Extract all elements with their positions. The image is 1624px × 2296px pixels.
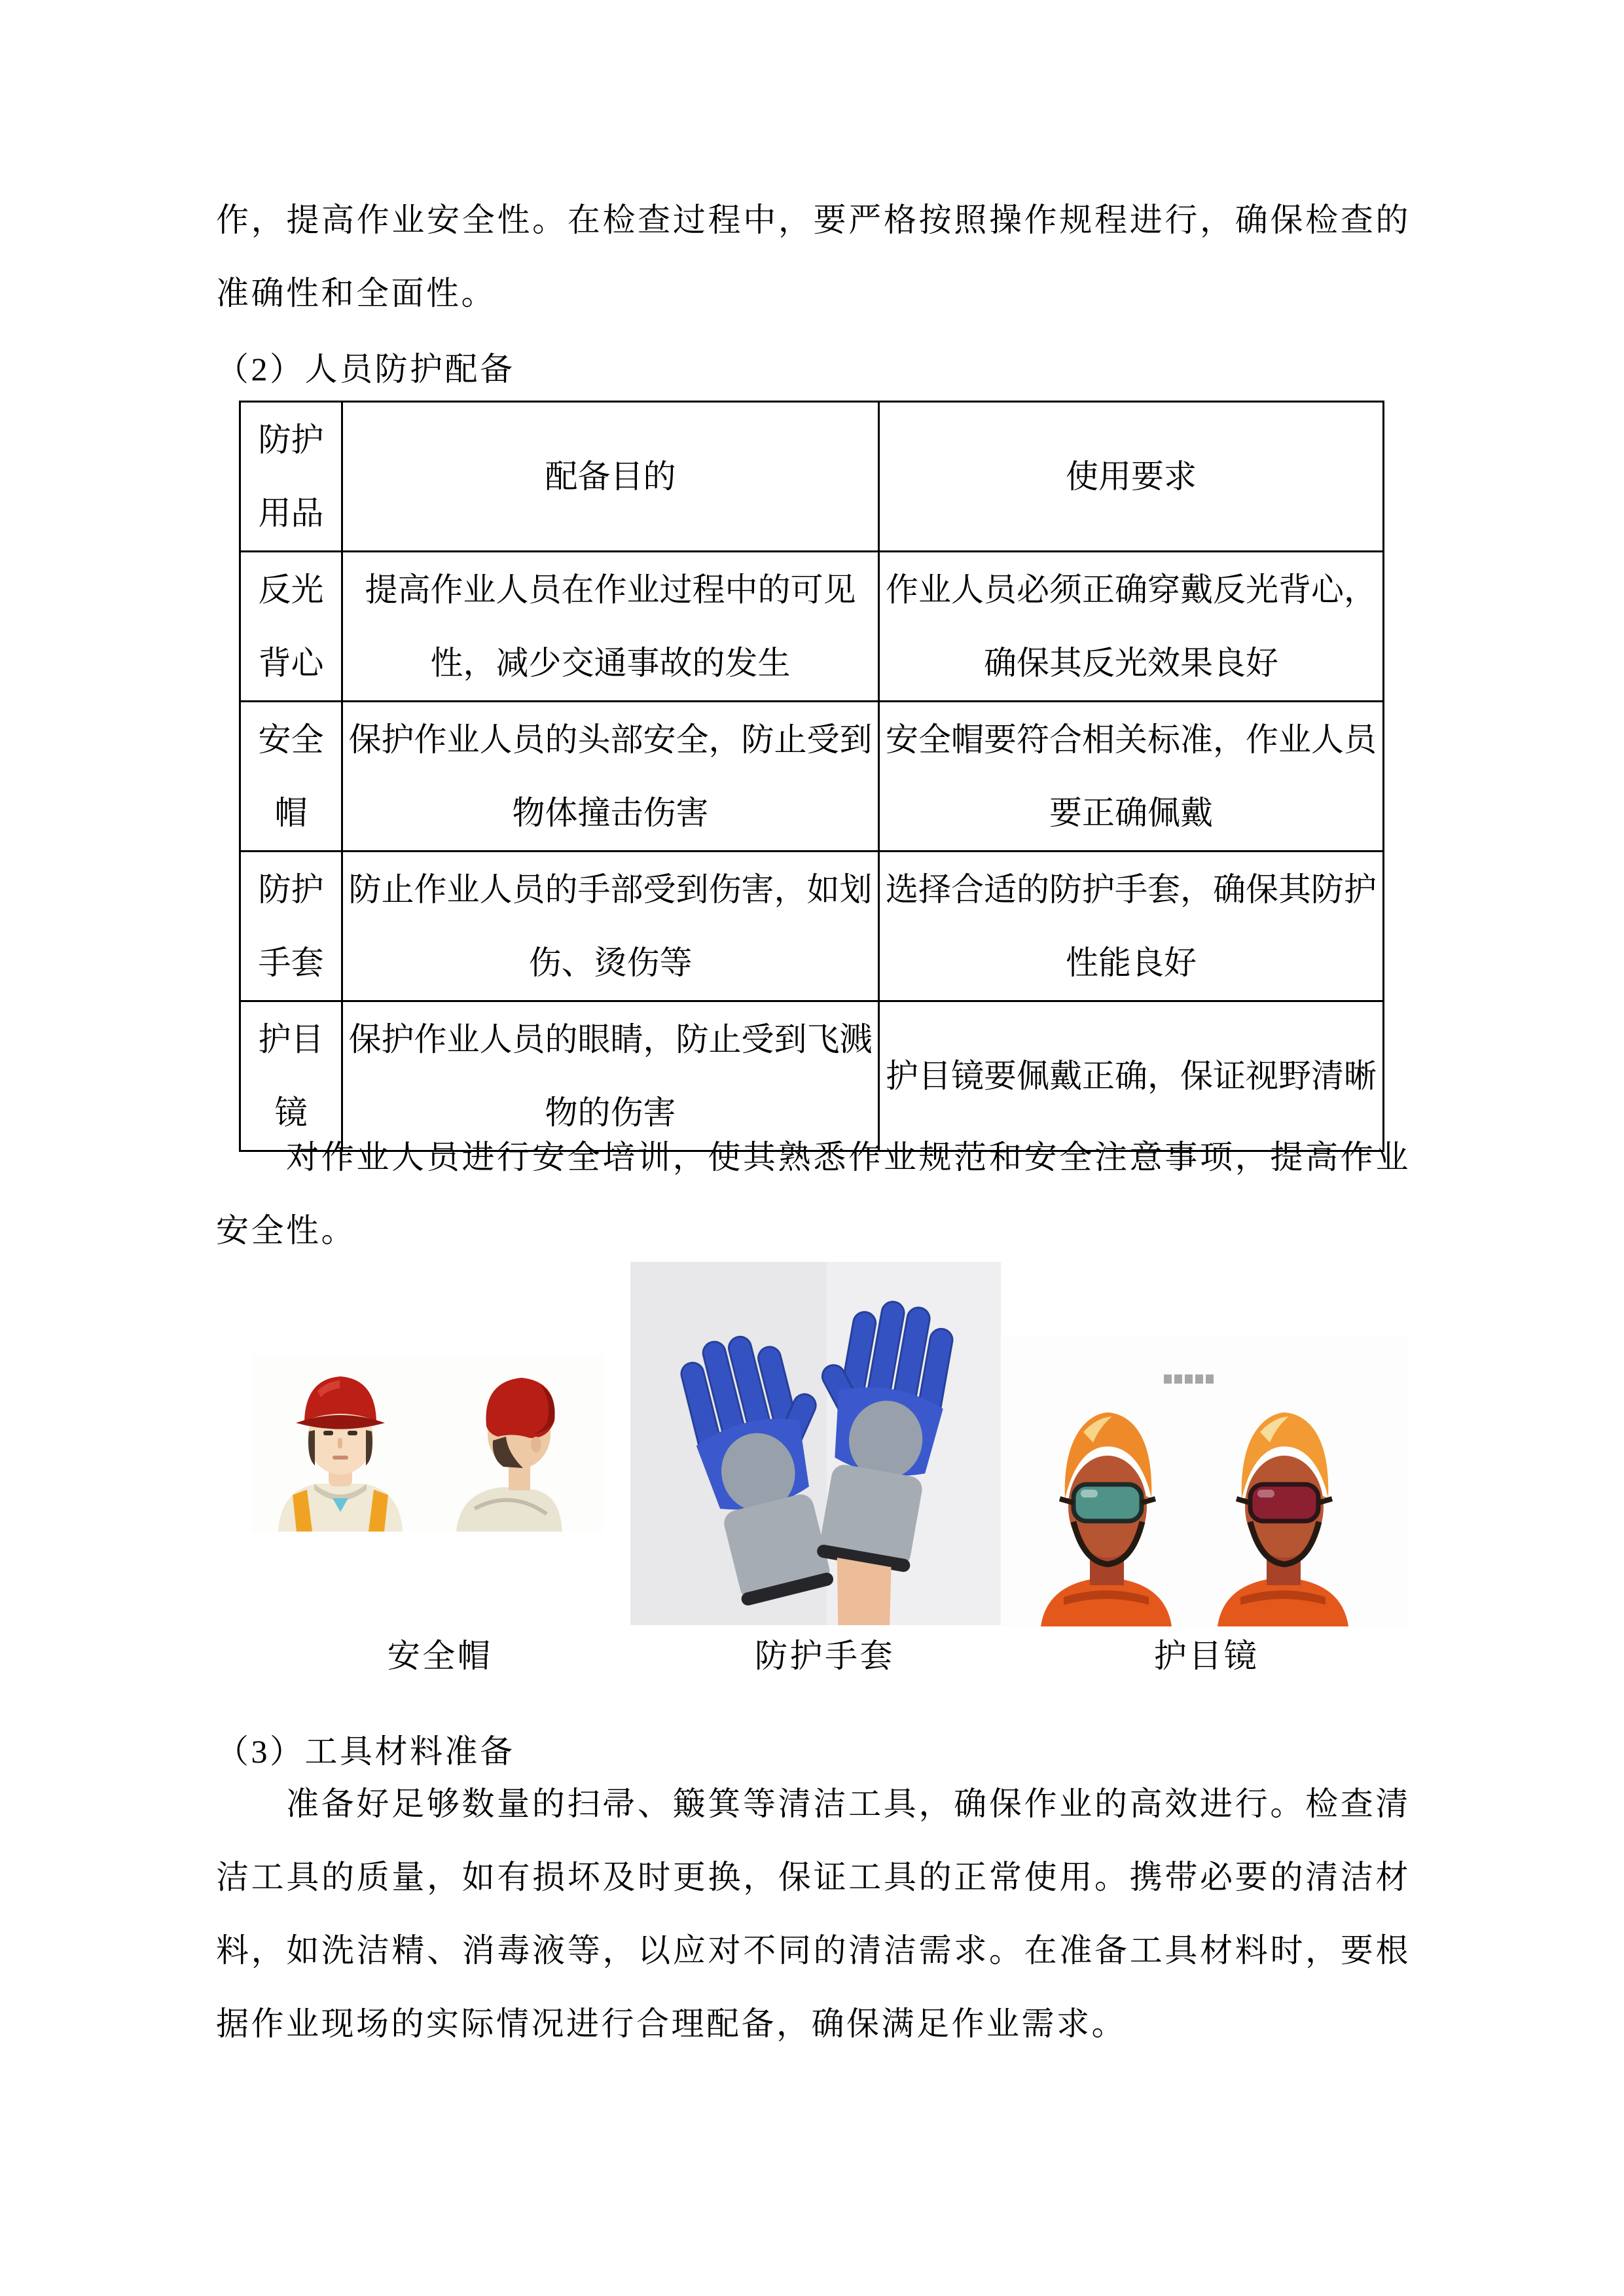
figure-caption-gloves: 防护手套: [755, 1638, 895, 1674]
table-header-row: [240, 402, 1384, 552]
ppe-item-cell: 安全帽: [240, 702, 342, 852]
ppe-requirement-cell: 选择合适的防护手套，确保其防护性能良好: [879, 852, 1384, 1001]
table-row: [240, 702, 1384, 852]
photo-background: [1001, 1335, 1407, 1626]
header-cell-purpose: 配备目的: [342, 402, 879, 552]
training-paragraph: 对作业人员进行安全培训，使其熟悉作业规范和安全注意事项，提高作业安全性。: [216, 1139, 1411, 1249]
tools-paragraph: 准备好足够数量的扫帚、簸箕等清洁工具，确保作业的高效进行。检查清洁工具的质量，如有损坏及时更换，保证工具的正常使用。携带必要的清洁材料，如洗洁精、消毒液等，以应对不同的清洁需求。在准备工具材料时，要根据作业现场的实际情况进行合理配备，确保满足作业需求。: [216, 1785, 1411, 2042]
ppe-requirement-cell: 安全帽要符合相关标准，作业人员要正确佩戴: [879, 702, 1384, 852]
blurred-label: [1164, 1374, 1214, 1384]
figure-caption-helmet: 安全帽: [387, 1638, 493, 1674]
ppe-requirement-cell: 作业人员必须正确穿戴反光背心，确保其反光效果良好: [879, 552, 1384, 702]
protective-gloves-photo: [630, 1262, 1001, 1625]
figure-caption-goggles: 护目镜: [1153, 1638, 1259, 1674]
section-2-heading: （2）人员防护配备: [216, 351, 515, 387]
paragraph-continuation: 作，提高作业安全性。在检查过程中，要严格按照操作规程进行，确保检查的准确性和全面性。: [216, 202, 1411, 312]
ppe-table: [239, 401, 1384, 1152]
section-3-heading: （3）工具材料准备: [216, 1733, 515, 1770]
ppe-purpose-cell: 保护作业人员的眼睛，防止受到飞溅物的伤害: [342, 1001, 879, 1151]
goggles-photo: [1001, 1335, 1407, 1626]
ppe-item-cell: 防护手套: [240, 852, 342, 1001]
ppe-purpose-cell: 提高作业人员在作业过程中的可见性，减少交通事故的发生: [342, 552, 879, 702]
ppe-requirement-cell: 护目镜要佩戴正确，保证视野清晰: [879, 1001, 1384, 1151]
ppe-item-cell: 护目镜: [240, 1001, 342, 1151]
safety-helmet-photo: [252, 1354, 604, 1532]
ppe-purpose-cell: 保护作业人员的头部安全，防止受到物体撞击伤害: [342, 702, 879, 852]
ppe-purpose-cell: 防止作业人员的手部受到伤害，如划伤、烫伤等: [342, 852, 879, 1001]
ppe-item-cell: 反光背心: [240, 552, 342, 702]
table-row: [240, 852, 1384, 1001]
header-cell-item: 防护用品: [240, 402, 342, 552]
table-row: [240, 552, 1384, 702]
header-cell-requirement: 使用要求: [879, 402, 1384, 552]
